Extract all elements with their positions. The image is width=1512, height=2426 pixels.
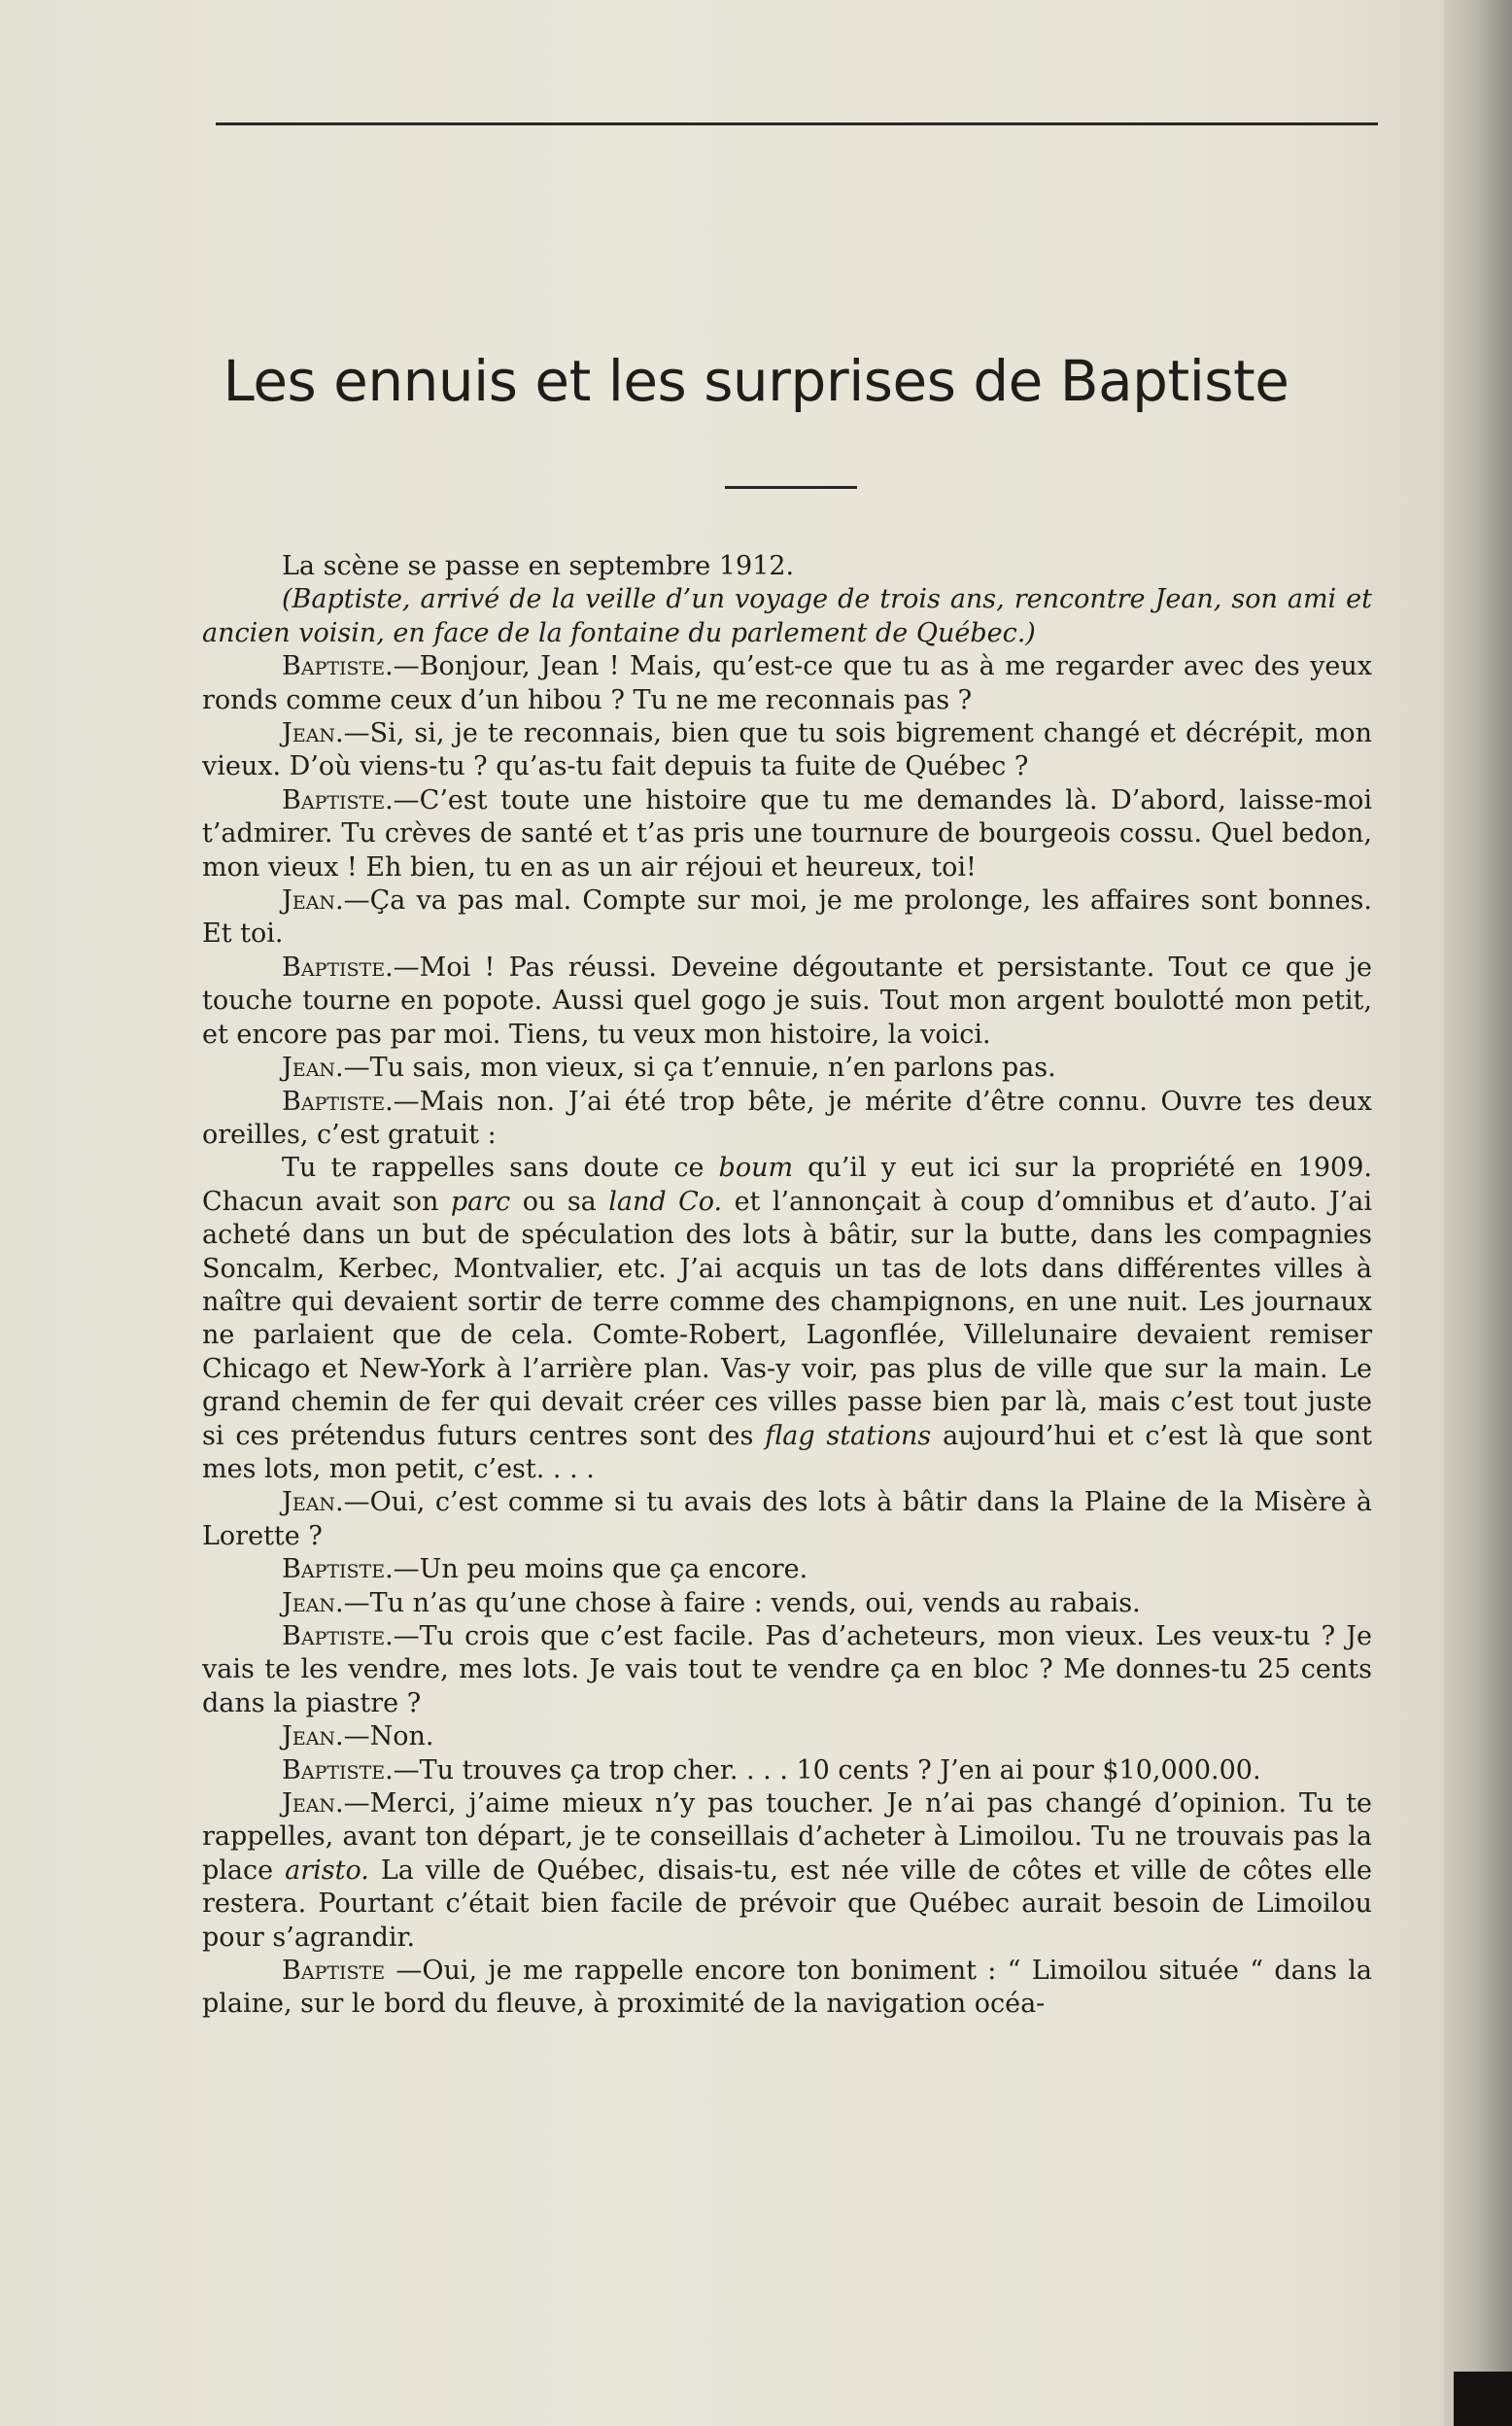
paragraph bbox=[202, 1720, 1372, 1753]
paragraph bbox=[202, 1587, 1372, 1620]
paragraph bbox=[202, 1620, 1372, 1720]
text-run: —Moi ! Pas réussi. Deveine dégoutante et persistante. Tout ce que je touche tourne en popote. Aussi quel gogo je suis. Tout mon argent boulotté mon petit, et encore pas par moi. Tiens, tu veux mon histoire, la voici. bbox=[202, 952, 1372, 1050]
paragraph bbox=[202, 550, 1372, 583]
text-run: —Oui, je me rappelle encore ton boniment : “ Limoilou située “ dans la plaine, sur le bord du fleuve, à proximité de la navigation océa- bbox=[202, 1956, 1372, 2020]
text-run: et l’annonçait à coup d’omnibus et d’auto. J’ai acheté dans un but de spéculation des lots à bâtir, sur la butte, dans les compagnies Soncalm, Kerbec, Montvalier, etc. J’ai acquis un tas de lots dans différentes villes à naître qui devaient sortir de terre comme des champignons, en une nuit. Les journaux ne parlaient que de cela. Comte-Robert, Lagonflée, Villelunaire devaient remiser Chicago et New-York à l’arrière plan. Vas-y voir, pas plus de ville que sur la main. Le grand chemin de fer qui devait créer ces villes passe bien par là, mais c’est tout juste si ces prétendus futurs centres sont des bbox=[202, 1186, 1372, 1451]
text-run: —Ça va pas mal. Compte sur moi, je me prolonge, les affaires sont bonnes. Et toi. bbox=[202, 885, 1372, 950]
paragraph bbox=[202, 952, 1372, 1052]
text-run: qu’il y eut ici sur la propriété en 1909. Chacun avait son bbox=[202, 1153, 1372, 1217]
italic-text: flag stations bbox=[765, 1420, 932, 1451]
text-run: —Tu n’as qu’une chose à faire : vends, oui, vends au rabais. bbox=[343, 1587, 1141, 1618]
text-run: aujourd’hui et c’est là que sont mes lots, mon petit, c’est. . . . bbox=[202, 1420, 1372, 1484]
speaker-name: Jean. bbox=[282, 1587, 344, 1618]
speaker-name: Jean. bbox=[282, 1487, 344, 1518]
text-run: ou sa bbox=[510, 1186, 609, 1217]
text-run: La scène se passe en septembre 1912. bbox=[282, 551, 795, 581]
paragraph bbox=[202, 1486, 1372, 1553]
text-run: —Oui, c’est comme si tu avais des lots à bâtir dans la Plaine de la Misère à Lorette ? bbox=[202, 1487, 1372, 1551]
text-run: —C’est toute une histoire que tu me demandes là. D’abord, laisse-moi t’admirer. Tu crèves de santé et t’as pris une tournure de bourgeois cossu. Quel bedon, mon vieux ! Eh bien, tu en as un air réjoui et heureux, toi! bbox=[202, 784, 1372, 883]
title-rule bbox=[725, 486, 857, 489]
paragraph bbox=[202, 583, 1372, 650]
italic-text: parc bbox=[450, 1186, 511, 1217]
body-text bbox=[202, 550, 1372, 2022]
italic-text: boum bbox=[718, 1153, 794, 1184]
speaker-name: Jean. bbox=[282, 718, 344, 749]
text-run: —Un peu moins que ça encore. bbox=[393, 1554, 808, 1585]
text-run: —Tu trouves ça trop cher. . . . 10 cents ? J’en ai pour $10,000.00. bbox=[393, 1754, 1261, 1785]
text-run: —Tu crois que c’est facile. Pas d’acheteurs, mon vieux. Les veux-tu ? Je vais te les vendre, mes lots. Je vais tout te vendre ça en bloc ? Me donnes-tu 25 cents dans la piastre ? bbox=[202, 1621, 1372, 1718]
paragraph bbox=[202, 1152, 1372, 1486]
paragraph bbox=[202, 1553, 1372, 1586]
speaker-name: Baptiste. bbox=[282, 651, 394, 682]
speaker-name: Jean. bbox=[282, 885, 344, 917]
paragraph bbox=[202, 784, 1372, 884]
speaker-name: Jean. bbox=[282, 1721, 344, 1752]
paragraph bbox=[202, 1086, 1372, 1153]
italic-text: (Baptiste, arrivé de la veille d’un voyage de trois ans, rencontre Jean, son ami et ancien voisin, en face de la fontaine du parlement de Québec.) bbox=[202, 584, 1372, 648]
speaker-name: Baptiste. bbox=[282, 1086, 394, 1117]
italic-text: aristo. bbox=[285, 1854, 369, 1886]
paragraph bbox=[202, 1754, 1372, 1787]
page-title: Les ennuis et les surprises de Baptiste bbox=[223, 348, 1289, 414]
speaker-name: Baptiste bbox=[282, 1956, 386, 1987]
speaker-name: Baptiste. bbox=[282, 784, 394, 815]
text-run: —Merci, j’aime mieux n’y pas toucher. Je n’ai pas changé d’opinion. Tu te rappelles, avant ton départ, je te conseillais d’acheter à Limoilou. Tu ne trouvais pas la place bbox=[202, 1788, 1372, 1886]
speaker-name: Jean. bbox=[282, 1788, 344, 1820]
speaker-name: Baptiste. bbox=[282, 1621, 394, 1651]
header-rule bbox=[216, 122, 1378, 125]
text-run: —Tu sais, mon vieux, si ça t’ennuie, n’en parlons pas. bbox=[343, 1053, 1056, 1084]
paragraph bbox=[202, 884, 1372, 952]
paragraph bbox=[202, 717, 1372, 784]
speaker-name: Baptiste. bbox=[282, 1754, 394, 1785]
text-run: —Si, si, je te reconnais, bien que tu sois bigrement changé et décrépit, mon vieux. D’où viens-tu ? qu’as-tu fait depuis ta fuite de Québec ? bbox=[202, 718, 1372, 782]
text-run: —Mais non. J’ai été trop bête, je mérite d’être connu. Ouvre tes deux oreilles, c’est gratuit : bbox=[202, 1086, 1372, 1150]
text-run: —Bonjour, Jean ! Mais, qu’est-ce que tu as à me regarder avec des yeux ronds comme ceux d’un hibou ? Tu ne me reconnais pas ? bbox=[202, 651, 1372, 715]
text-run: —Non. bbox=[343, 1721, 434, 1752]
scan-border bbox=[1454, 2372, 1512, 2426]
italic-text: land Co. bbox=[608, 1186, 723, 1217]
paragraph bbox=[202, 1955, 1372, 2022]
paragraph bbox=[202, 1052, 1372, 1085]
paragraph bbox=[202, 650, 1372, 717]
speaker-name: Jean. bbox=[282, 1053, 344, 1084]
text-run: Tu te rappelles sans doute ce bbox=[282, 1153, 719, 1184]
speaker-name: Baptiste. bbox=[282, 1554, 394, 1585]
paragraph bbox=[202, 1787, 1372, 1955]
speaker-name: Baptiste. bbox=[282, 952, 394, 983]
text-run: La ville de Québec, disais-tu, est née ville de côtes et ville de côtes elle restera. Pourtant c’était bien facile de prévoir que Québec aurait besoin de Limoilou pour s’agrandir. bbox=[202, 1854, 1373, 1953]
